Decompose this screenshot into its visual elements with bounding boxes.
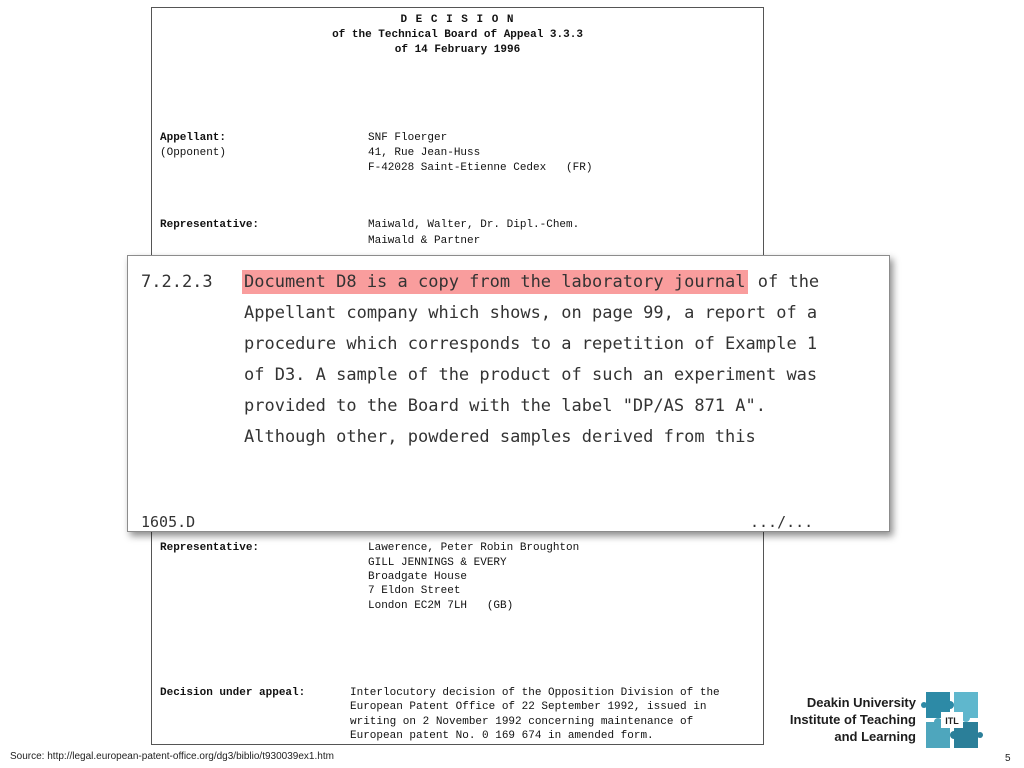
appeal-line: writing on 2 November 1992 concerning maintenance of bbox=[350, 716, 694, 728]
representative-line: GILL JENNINGS & EVERY bbox=[368, 557, 507, 569]
appellant-role: (Opponent) bbox=[160, 147, 227, 159]
page-number: 5 bbox=[1005, 753, 1011, 764]
highlighted-text: Document D8 is a copy from the laboratory journal bbox=[244, 272, 746, 292]
appellant-label: Appellant: bbox=[160, 132, 227, 144]
excerpt-text: of the bbox=[747, 272, 820, 292]
representative-line: London EC2M 7LH (GB) bbox=[368, 600, 514, 612]
representative-line: Maiwald, Walter, Dr. Dipl.-Chem. bbox=[368, 219, 580, 231]
representative-label: Representative: bbox=[160, 542, 260, 554]
representative-line: Broadgate House bbox=[368, 571, 468, 583]
representative-label: Representative: bbox=[160, 219, 260, 231]
appellant-line: 41, Rue Jean-Huss bbox=[368, 147, 481, 159]
puzzle-knob bbox=[946, 701, 954, 709]
source-citation: Source: http://legal.european-patent-office.org/dg3/biblio/t930039ex1.htm bbox=[10, 751, 334, 762]
puzzle-knob bbox=[977, 732, 983, 738]
institution-name bbox=[770, 694, 916, 745]
continuation-mark: .../... bbox=[750, 513, 814, 531]
puzzle-logo-icon bbox=[920, 688, 984, 752]
board-line: of the Technical Board of Appeal 3.3.3 bbox=[332, 29, 583, 41]
document-code: 1605.D bbox=[141, 513, 196, 531]
logo-line: and Learning bbox=[834, 729, 916, 744]
representative-line: 7 Eldon Street bbox=[368, 585, 461, 597]
excerpt-line: Appellant company which shows, on page 99, a report of a bbox=[244, 303, 818, 323]
decision-title: D E C I S I O N bbox=[400, 14, 515, 26]
excerpt-line: procedure which corresponds to a repetition of Example 1 bbox=[244, 334, 818, 354]
puzzle-knob bbox=[962, 714, 970, 722]
paragraph-number: 7.2.2.3 bbox=[141, 272, 213, 292]
puzzle-knob bbox=[921, 702, 927, 708]
appeal-line: Interlocutory decision of the Opposition Division of the bbox=[350, 687, 720, 699]
logo-line: Deakin University bbox=[806, 695, 916, 710]
excerpt-line: Although other, powdered samples derived from this bbox=[244, 427, 756, 447]
excerpt-line: of D3. A sample of the product of such an experiment was bbox=[244, 365, 818, 385]
excerpt-line: provided to the Board with the label "DP/AS 871 A". bbox=[244, 396, 766, 416]
excerpt-line bbox=[244, 272, 819, 292]
representative-line: Lawerence, Peter Robin Broughton bbox=[368, 542, 580, 554]
puzzle-knob bbox=[950, 731, 958, 739]
appellant-line: SNF Floerger bbox=[368, 132, 448, 144]
puzzle-knob bbox=[934, 718, 942, 726]
badge-text: ITL bbox=[945, 716, 959, 726]
decision-date: of 14 February 1996 bbox=[394, 44, 521, 56]
representative-line: Maiwald & Partner bbox=[368, 235, 481, 247]
appellant-line: F-42028 Saint-Etienne Cedex (FR) bbox=[368, 162, 593, 174]
zoomed-excerpt bbox=[127, 255, 890, 532]
decision-under-appeal-label: Decision under appeal: bbox=[160, 687, 306, 699]
appeal-line: European Patent Office of 22 September 1992, issued in bbox=[350, 701, 707, 713]
appeal-line: European patent No. 0 169 674 in amended form. bbox=[350, 730, 654, 742]
logo-line: Institute of Teaching bbox=[789, 712, 916, 727]
